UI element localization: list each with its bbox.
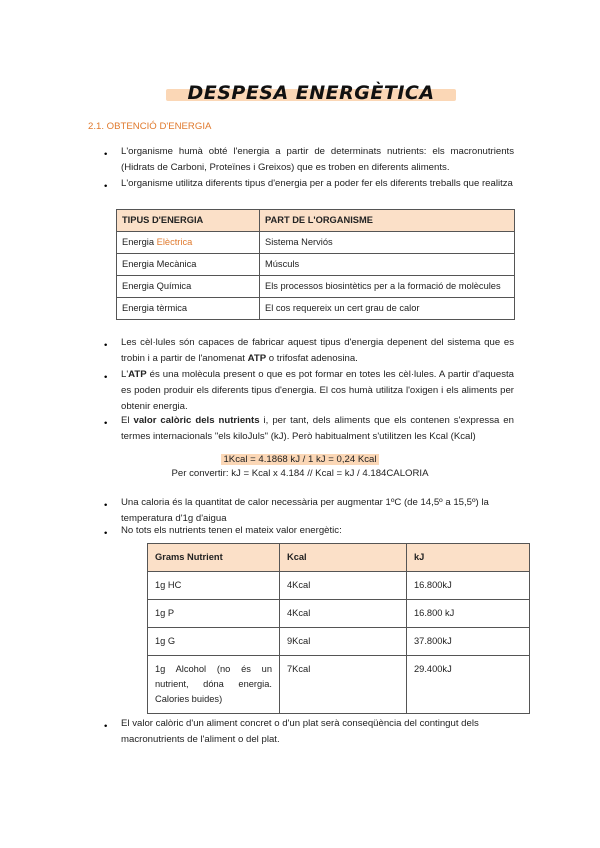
text-part: Les cèl·lules són capaces de fabricar aquest tipus d'energia depenent del sistema que es trobin i a partir de l'anomenat [121, 337, 514, 364]
table-cell: 1g Alcohol (no és un nutrient, dóna energia. Calories buides) [148, 656, 280, 714]
table-cell: Energia Química [117, 276, 260, 298]
table-cell: Energia Mecànica [117, 254, 260, 276]
table-header-row [148, 544, 530, 572]
table-row [117, 232, 515, 254]
table-header-cell: Grams Nutrient [148, 544, 280, 572]
nutrient-values-table [147, 543, 530, 714]
table-row [148, 656, 530, 714]
table-header-cell: kJ [407, 544, 530, 572]
table-header-cell: PART DE L'ORGANISME [260, 210, 515, 232]
table-row [117, 298, 515, 320]
table-header-cell: TIPUS D'ENERGIA [117, 210, 260, 232]
bullet-text-calorie-definition: Una caloria és la quantitat de calor necessària per augmentar 1ºC (de 14,5º a 15,5º) la temperatura d'1g d'aigua [121, 497, 489, 524]
cell-text: Energia [122, 237, 157, 247]
table-cell: El cos requereix un cert grau de calor [260, 298, 515, 320]
section-heading: 2.1. OBTENCIÓ D'ENERGIA [88, 121, 212, 132]
table-header-row [117, 210, 515, 232]
bullet-text-macronutrients: L'organisme humà obté l'energia a partir de determinats nutrients: els macronutrients (Hidrats de Carboni, Proteïnes i Greixos) que es troben en diferents aliments. [121, 146, 514, 173]
table-row [117, 276, 515, 298]
bold-term: ATP [128, 369, 147, 380]
table-cell: 4Kcal [280, 600, 407, 628]
table-row [148, 600, 530, 628]
table-cell: 9Kcal [280, 628, 407, 656]
text-part: és una molècula present o que es pot formar en totes les cèl·lules. A partir d'aquesta es poden produir els diferents tipus d'energia. El cos humà utilitza l'oxigen i els aliments per obtenir energia. [121, 369, 514, 412]
table-row [148, 628, 530, 656]
bullet-text-atp [121, 367, 514, 415]
bullet-marker: • [104, 721, 108, 732]
bullet-marker: • [104, 372, 108, 383]
bullet-marker: • [104, 528, 108, 539]
bullet-marker: • [104, 340, 108, 351]
table-cell [117, 232, 260, 254]
bullet-text-cells [121, 335, 514, 367]
table-cell: 16.800 kJ [407, 600, 530, 628]
formula-line-1 [0, 454, 600, 465]
text-part: i, per tant, dels aliments que els contenen s'expressa en termes internacionals "els kiloJuls" (kJ). Però habitualment s'utilitzen les Kcal (Kcal) [121, 415, 514, 442]
bullet-text-caloric-value [121, 413, 514, 445]
page-title: DESPESA ENERGÈTICA [187, 82, 435, 104]
table-cell: 37.800kJ [407, 628, 530, 656]
formula-line-2: Per convertir: kJ = Kcal x 4.184 // Kcal = kJ / 4.184CALORIA [171, 468, 429, 479]
bullet-marker: • [104, 500, 108, 511]
table-cell: 16.800kJ [407, 572, 530, 600]
table-cell: 1g G [148, 628, 280, 656]
table-cell: Sistema Nerviós [260, 232, 515, 254]
text-part: L' [121, 369, 129, 380]
table-cell: Energia tèrmica [117, 298, 260, 320]
bullet-text-final: El valor calòric d'un aliment concret o d'un plat serà conseqüència del contingut dels macronutrients de l'aliment o del plat. [121, 718, 479, 745]
table-cell: Els processos biosintètics per a la formació de molècules [260, 276, 515, 298]
table-cell: 1g P [148, 600, 280, 628]
table-row [148, 572, 530, 600]
table-row [117, 254, 515, 276]
table-cell: 7Kcal [280, 656, 407, 714]
table-cell: 4Kcal [280, 572, 407, 600]
bullet-marker: • [104, 181, 108, 192]
table-cell: 1g HC [148, 572, 280, 600]
bullet-marker: • [104, 418, 108, 429]
bullet-marker: • [104, 149, 108, 160]
bullet-text-energy-types: L'organisme utilitza diferents tipus d'energia per a poder fer els diferents treballs que realitza [121, 178, 513, 189]
title-block [166, 80, 456, 110]
highlight-word: Elèctrica [156, 237, 193, 247]
formula-highlight: 1Kcal = 4.1868 kJ / 1 kJ = 0,24 Kcal [223, 454, 377, 465]
table-cell: Músculs [260, 254, 515, 276]
bold-term: ATP [247, 353, 267, 364]
text-part: o trifosfat adenosina. [266, 353, 358, 364]
bold-term: valor calòric dels nutrients [133, 415, 260, 426]
table-cell: 29.400kJ [407, 656, 530, 714]
bullet-text-nutrients: No tots els nutrients tenen el mateix valor energètic: [121, 525, 342, 536]
energy-types-table [116, 209, 515, 320]
text-part: El [121, 415, 134, 426]
table-header-cell: Kcal [280, 544, 407, 572]
